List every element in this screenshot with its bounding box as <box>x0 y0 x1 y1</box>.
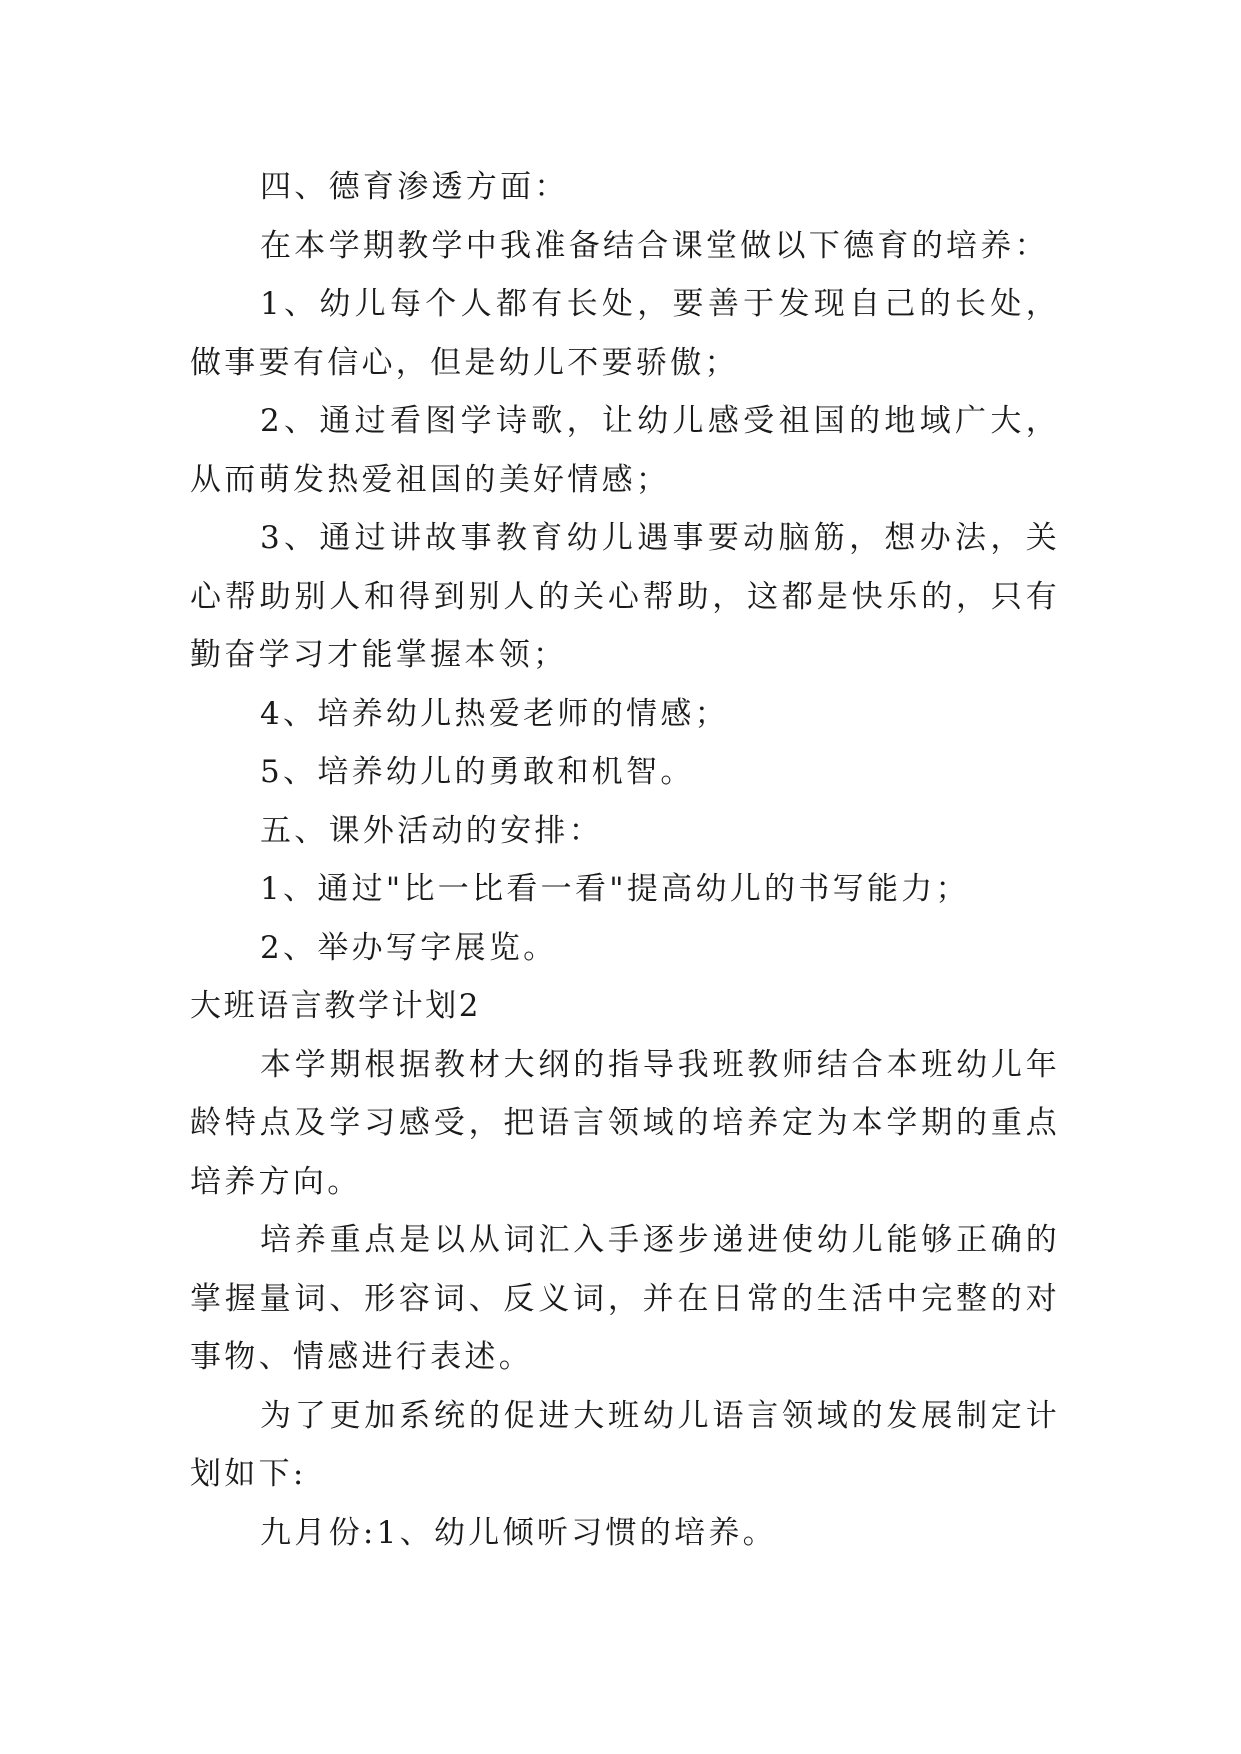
paragraph-intro: 在本学期教学中我准备结合课堂做以下德育的培养： <box>260 227 1049 264</box>
extracurricular-item-2: 2、举办写字展览。 <box>260 929 558 966</box>
list-item-3: 3、通过讲故事教育幼儿遇事要动脑筋，想办法，关心帮助别人和得到别人的关心帮助，这都是快乐的，只有勤奋学习才能掌握本领； <box>190 520 1060 673</box>
section-heading-extracurricular: 五、课外活动的安排： <box>260 812 603 849</box>
section-heading-moral-education: 四、德育渗透方面： <box>260 169 569 205</box>
list-item-2: 2、通过看图学诗歌，让幼儿感受祖国的地域广大，从而萌发热爱祖国的美好情感； <box>190 403 1060 498</box>
list-item-5: 5、培养幼儿的勇敢和机智。 <box>260 754 695 790</box>
plan-paragraph-1: 本学期根据教材大纲的指导我班教师结合本班幼儿年龄特点及学习感受，把语言领域的培养定为本学期的重点培养方向。 <box>190 1046 1060 1200</box>
plan-paragraph-2: 培养重点是以从词汇入手逐步递进使幼儿能够正确的掌握量词、形容词、反义词，并在日常的生活中完整的对事物、情感进行表述。 <box>190 1222 1060 1375</box>
document-body <box>190 158 1060 1562</box>
plan-paragraph-3: 为了更加系统的促进大班幼儿语言领域的发展制定计划如下: <box>190 1397 1060 1492</box>
list-item-4: 4、培养幼儿热爱老师的情感； <box>260 695 729 732</box>
plan-paragraph-4: 九月份:1、幼儿倾听习惯的培养。 <box>260 1514 777 1551</box>
extracurricular-item-1: 1、通过"比一比看一看"提高幼儿的书写能力； <box>260 871 970 907</box>
list-item-1: 1、幼儿每个人都有长处，要善于发现自己的长处，做事要有信心，但是幼儿不要骄傲； <box>190 286 1060 381</box>
section-title: 大班语言教学计划2 <box>190 988 482 1024</box>
